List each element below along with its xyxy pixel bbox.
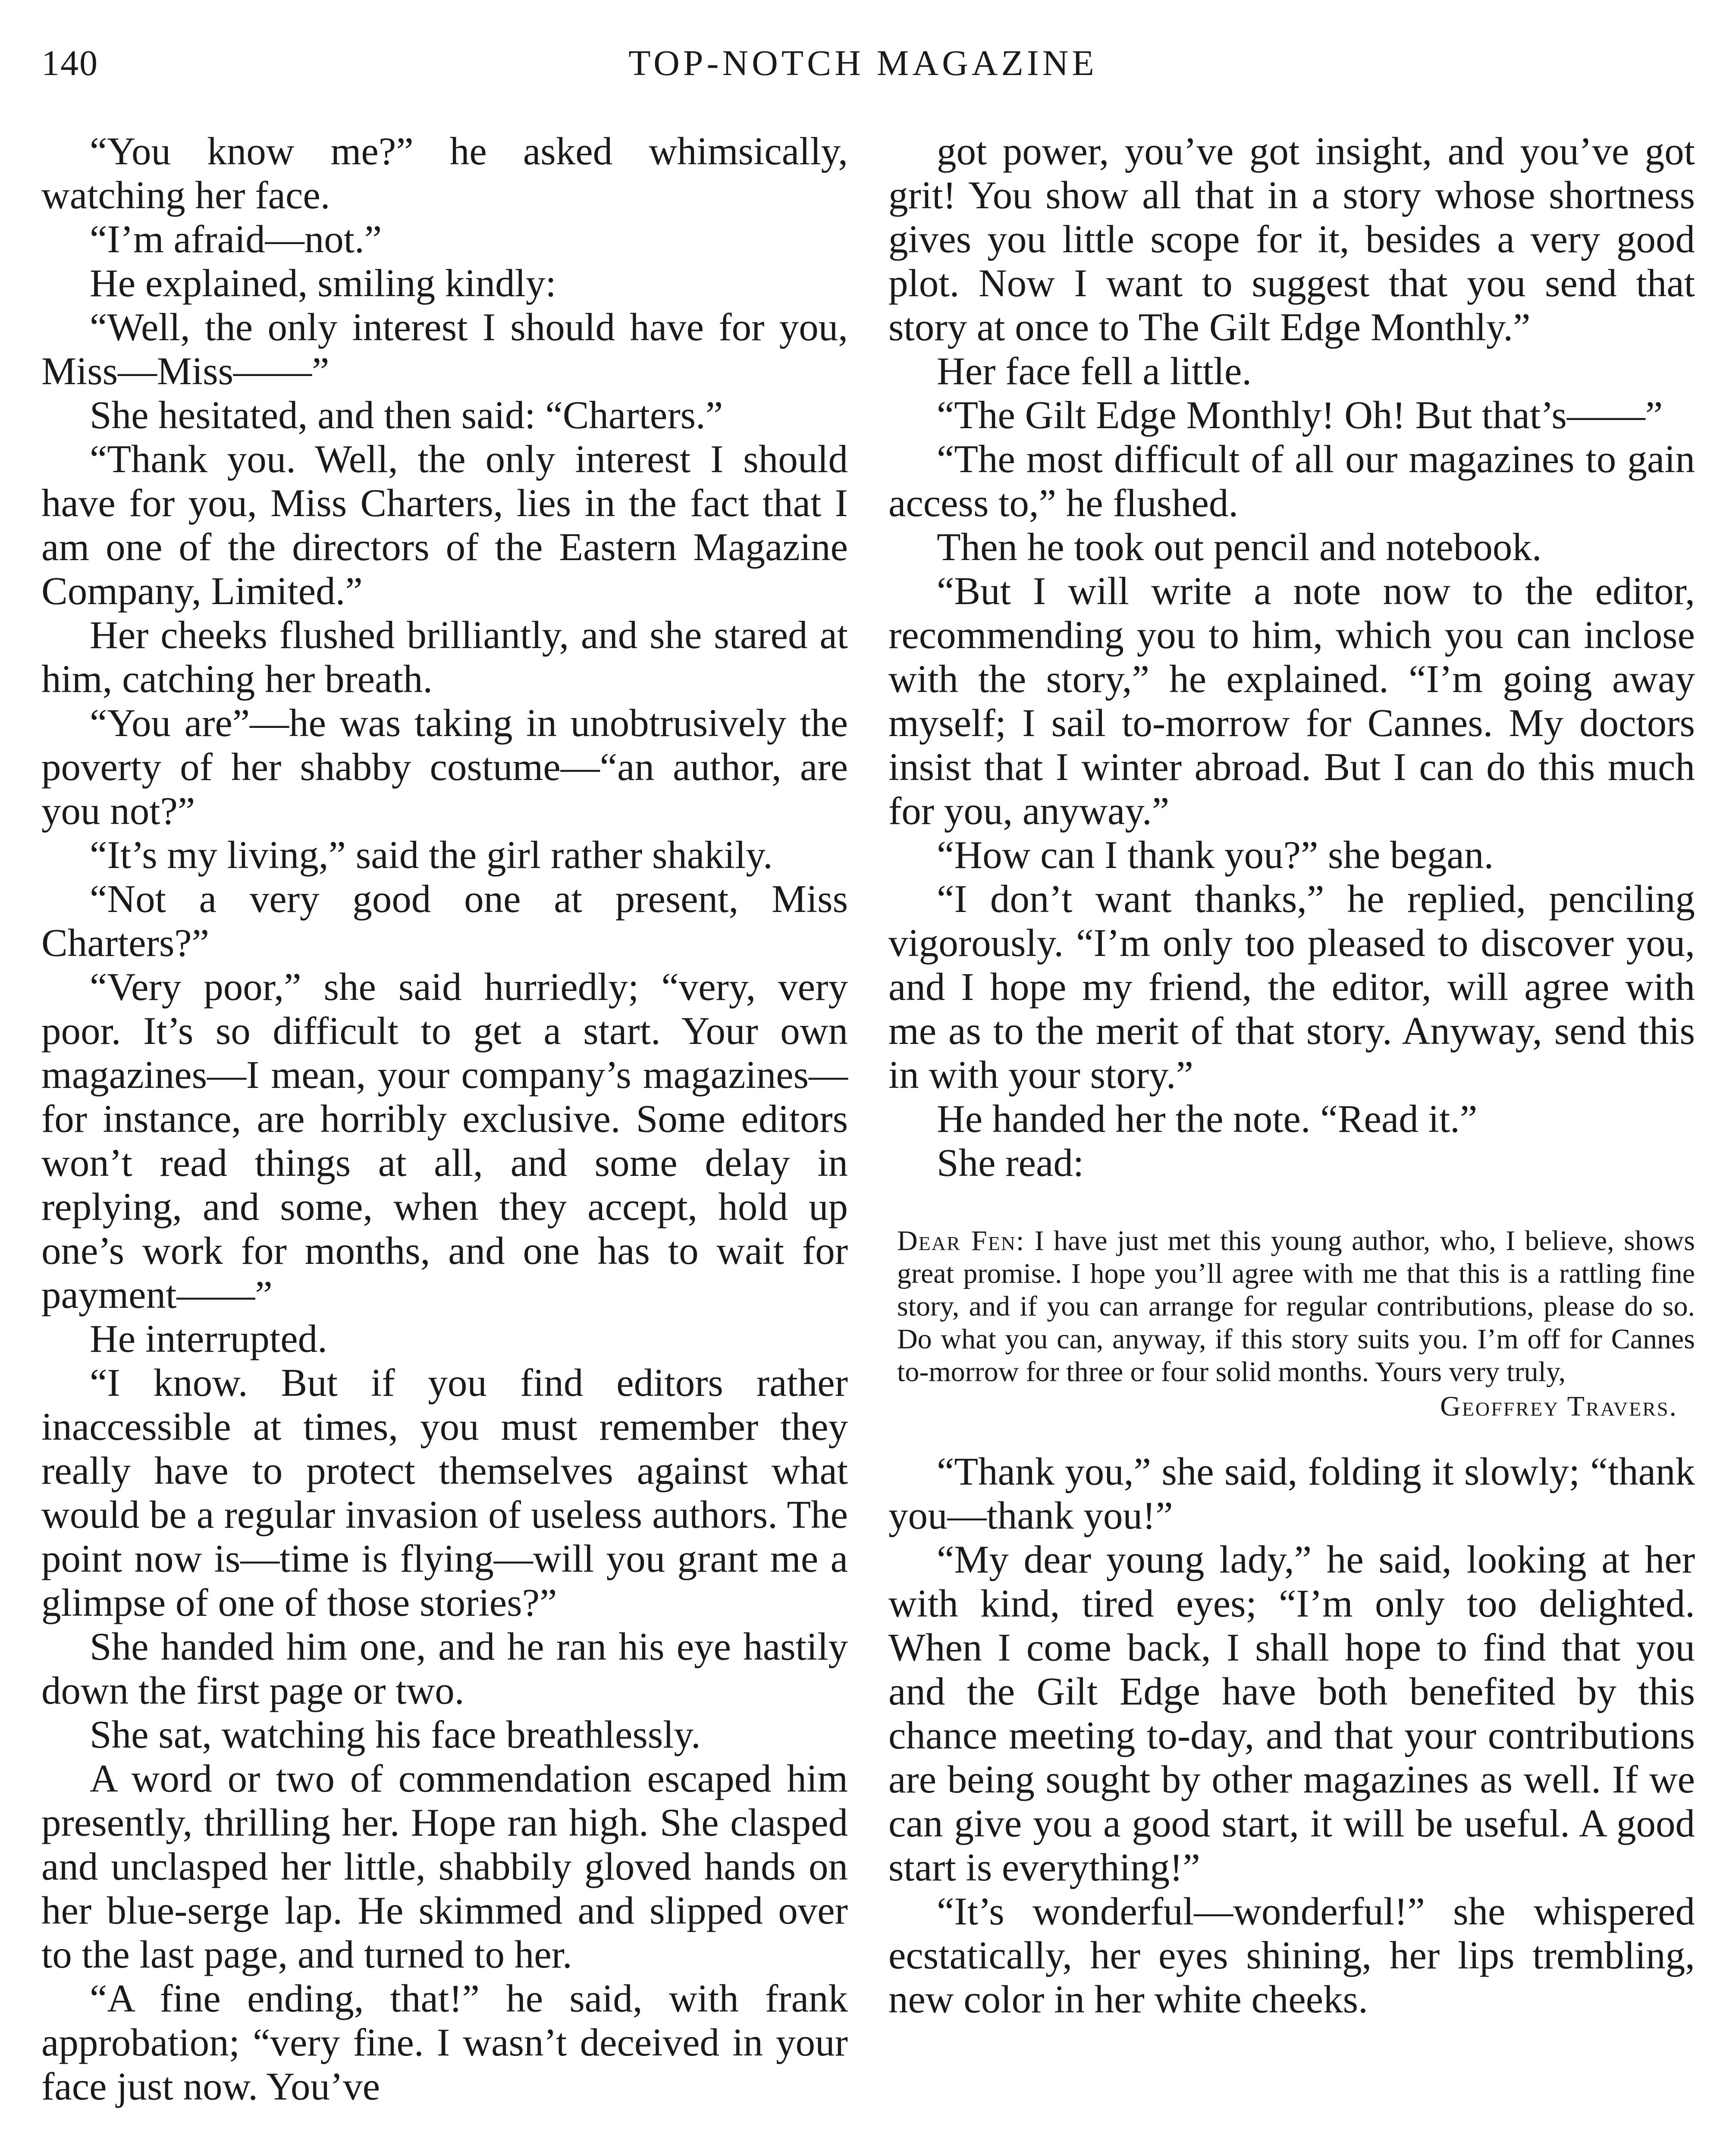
- paragraph: “Not a very good one at present, Miss Charters?”: [41, 877, 848, 965]
- paragraph: “The most difficult of all our magazines to gain access to,” he flushed.: [888, 437, 1695, 525]
- letter-salutation: Dear Fen:: [897, 1225, 1025, 1257]
- paragraph: Her cheeks flushed brilliantly, and she stared at him, catching her breath.: [41, 613, 848, 701]
- paragraph: “A fine ending, that!” he said, with frank approbation; “very fine. I wasn’t deceived in your face just now. You’ve: [41, 1977, 848, 2108]
- letter-signature: Geoffrey Travers.: [1440, 1391, 1678, 1422]
- paragraph: “You know me?” he asked whimsically, watching her face.: [41, 129, 848, 217]
- paragraph: She hesitated, and then said: “Charters.”: [90, 393, 723, 437]
- paragraph: “Thank you. Well, the only interest I should have for you, Miss Charters, lies in the fact that I am one of the directors of the Eastern Magazine Company, Limited.”: [41, 437, 848, 613]
- page-header: [41, 40, 1685, 87]
- paragraph: Her face fell a little.: [937, 349, 1252, 393]
- paragraph: He explained, smiling kindly:: [90, 261, 556, 305]
- paragraph: He handed her the note. “Read it.”: [937, 1097, 1478, 1141]
- paragraph: got power, you’ve got insight, and you’ve got grit! You show all that in a story whose shortness gives you little scope for it, besides a very good plot. Now I want to suggest that you send that story at once to The Gilt Edge Monthly.”: [888, 129, 1695, 349]
- letter-body-paragraph: [897, 1225, 1695, 1388]
- paragraph: “My dear young lady,” he said, looking at her with kind, tired eyes; “I’m only too delighted. When I come back, I shall hope to find that you and the Gilt Edge have both benefited by this chance meeting to-day, and that your contributions are being sought by other magazines as well. If we can give you a good start, it will be useful. A good start is everything!”: [888, 1538, 1695, 1889]
- paragraph: “How can I thank you?” she began.: [937, 833, 1494, 877]
- running-head: TOP-NOTCH MAGAZINE: [628, 43, 1098, 83]
- letter-body: I have just met this young author, who, I believe, shows great promise. I hope you’ll agree with me that this is a rattling fine story, and if you can arrange for regular contributions, please do so. Do what you can, anyway, if this story suits you. I’m off for Cannes to-morrow for three or four solid months. Yours very truly,: [897, 1225, 1695, 1388]
- paragraph: She sat, watching his face breathlessly.: [90, 1713, 701, 1756]
- paragraph: She handed him one, and he ran his eye hastily down the first page or two.: [41, 1625, 848, 1712]
- paragraph: He interrupted.: [90, 1317, 327, 1360]
- page-number: 140: [41, 43, 98, 83]
- paragraph: A word or two of commendation escaped him presently, thrilling her. Hope ran high. She clasped and unclasped her little, shabbily gloved hands on her blue-serge lap. He skimmed and slipped over to the last page, and turned to her.: [41, 1757, 848, 1976]
- paragraph: “Thank you,” she said, folding it slowly; “thank you—thank you!”: [888, 1450, 1695, 1537]
- right-column: [888, 129, 1695, 2021]
- paragraph: “The Gilt Edge Monthly! Oh! But that’s——”: [937, 393, 1663, 437]
- paragraph: “I don’t want thanks,” he replied, penciling vigorously. “I’m only too pleased to discover you, and I hope my friend, the editor, will agree with me as to the merit of that story. Anyway, send this in with your story.”: [888, 877, 1695, 1097]
- paragraph: “You are”—he was taking in unobtrusively the poverty of her shabby costume—“an author, are you not?”: [41, 701, 848, 833]
- paragraph: “I’m afraid—not.”: [90, 217, 382, 261]
- paragraph: “I know. But if you find editors rather inaccessible at times, you must remember they really have to protect themselves against what would be a regular invasion of useless authors. The point now is—time is flying—will you grant me a glimpse of one of those stories?”: [41, 1361, 848, 1624]
- letter-block: [888, 1225, 1695, 1423]
- left-column: [41, 129, 848, 2109]
- paragraph: She read:: [937, 1141, 1084, 1185]
- paragraph: “It’s my living,” said the girl rather shakily.: [90, 833, 773, 877]
- paragraph: “Well, the only interest I should have for you, Miss—Miss——”: [41, 305, 848, 393]
- paragraph: “But I will write a note now to the editor, recommending you to him, which you can inclose with the story,” he explained. “I’m going away myself; I sail to-morrow for Cannes. My doctors insist that I winter abroad. But I can do this much for you, anyway.”: [888, 569, 1695, 833]
- paragraph: Then he took out pencil and notebook.: [937, 525, 1542, 569]
- paragraph: “Very poor,” she said hurriedly; “very, very poor. It’s so difficult to get a start. Your own magazines—I mean, your company’s magazines—for instance, are horribly exclusive. Some editors won’t read things at all, and some delay in replying, and some, when they accept, hold up one’s work for months, and one has to wait for payment——”: [41, 965, 848, 1316]
- paragraph: “It’s wonderful—wonderful!” she whispered ecstatically, her eyes shining, her lips trembling, new color in her white cheeks.: [888, 1890, 1695, 2021]
